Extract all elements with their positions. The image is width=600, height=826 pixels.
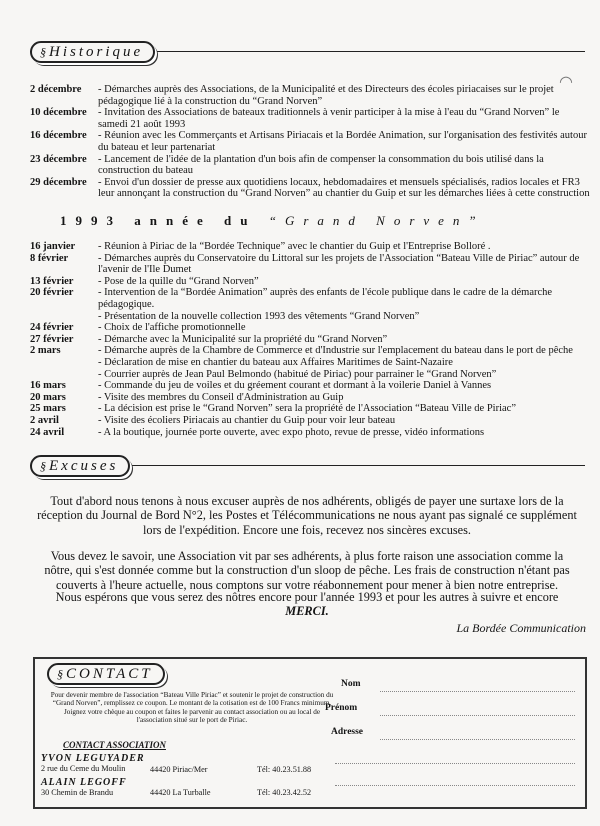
log-entry bbox=[30, 403, 590, 415]
log-entry-text: - Choix de l'affiche promotionnelle bbox=[98, 322, 246, 334]
nom-label: Nom bbox=[341, 679, 361, 689]
log-entry-date: 16 janvier bbox=[30, 241, 76, 252]
log-entry-text: - Intervention de la “Bordée Animation” auprès des enfants de l'école publique dans le cadre de la démarche pédagogique. bbox=[98, 287, 553, 310]
page-curl-mark: ◠ bbox=[559, 74, 573, 91]
log-entry-text: - Visite des membres du Conseil d'Administration au Guip bbox=[98, 391, 344, 403]
log-entry-text: - Lancement de l'idée de la plantation d'un bois afin de compenser la consommation du bois utilisé dans la construction du bateau bbox=[98, 153, 544, 177]
log-entry-date bbox=[30, 369, 98, 381]
historique-title: Historique bbox=[49, 43, 144, 60]
excuses-paragraph-2: Vous devez le savoir, une Association vit par ses adhérents, à plus forte raison une association comme la nôtre, qui s'est donnée comme but la construction d'un sloop de pêche. Les frais de construction n'étant pas couverts à l'heure actuelle, nous comptons sur votre réabonnement pour mener à bien notre entreprise. bbox=[44, 549, 570, 592]
year-heading-name: “Grand Norven” bbox=[268, 213, 485, 228]
swirl-icon: § bbox=[40, 44, 46, 59]
adresse-label: Adresse bbox=[331, 727, 364, 737]
log-entry-text: - Déclaration de mise en chantier du bateau aux Affaires Maritimes de Saint-Nazaire bbox=[98, 356, 453, 368]
log-entry-text: - Démarches auprès du Conservatoire du Littoral sur les projets de l'Association “Bateau Ville de Piriac” autour de l'avenir de l'Ile Dumet bbox=[98, 252, 580, 276]
log-entry bbox=[30, 357, 590, 369]
log-entry bbox=[30, 322, 590, 334]
swirl-icon: § bbox=[40, 458, 46, 473]
log-entry-date bbox=[30, 357, 98, 369]
log-entry bbox=[30, 415, 590, 427]
log-entry-date: 29 décembre bbox=[30, 176, 87, 188]
log-entry bbox=[30, 241, 590, 253]
contact-person-name: ALAIN LEGOFF bbox=[41, 777, 127, 788]
log-entry-date: 8 février bbox=[30, 252, 69, 264]
log-entry bbox=[30, 276, 590, 288]
log-entry bbox=[30, 154, 590, 177]
log-entry bbox=[30, 177, 590, 200]
contact-person-city: 44420 Piriac/Mer bbox=[150, 765, 208, 774]
log-entry bbox=[30, 392, 590, 404]
excuses-paragraph-1: Tout d'abord nous tenons à nous excuser auprès de nos adhérents, obligés de payer une surtaxe lors de la réception du Journal de Bord N°2, les Postes et Télécommunications ne nous ayant pas signalé ce supplément lors de l'expédition. Encore une fois, recevez nos sincères excuses. bbox=[37, 494, 577, 537]
historique-banner bbox=[30, 41, 585, 63]
prenom-label: Prénom bbox=[325, 703, 358, 713]
contact-description: Pour devenir membre de l'association “Bateau Ville Piriac” et soutenir le projet de construction du “Grand Norven”, remplissez ce coupon. Le montant de la cotisation est de 100 Francs minimum. Joignez votre chèque au coupon et faites le parvenir au contact association ou au local de l'association situé sur le port de Piriac. bbox=[50, 691, 334, 725]
contact-title: CONTACT bbox=[66, 665, 153, 682]
log-entry-text: - Pose de la quille du “Grand Norven” bbox=[98, 275, 259, 287]
log-entry-text: - Envoi d'un dossier de presse aux quotidiens locaux, hebdomadaires et mensuels spécialisés, radios locales et FR3 leur annonçant la construction du “Grand Norven” au chantier du Guip et sur les démarches liées à cette construction bbox=[98, 176, 590, 200]
swirl-icon: § bbox=[57, 666, 63, 681]
log-entry-date: 2 avril bbox=[30, 414, 59, 426]
log-entry-date: 24 avril bbox=[30, 426, 65, 438]
log-entry-text: - La décision est prise le “Grand Norven” sera la propriété de l'Association “Bateau Ville de Piriac” bbox=[98, 403, 516, 415]
log-entry-date: 16 mars bbox=[30, 380, 66, 392]
excuses-banner bbox=[30, 455, 585, 477]
log-entry-text: - Courrier auprès de Jean Paul Belmondo (habitué de Piriac) pour parrainer le “Grand Norven” bbox=[98, 368, 497, 380]
log-entry-text: - Démarches auprès des Associations, de la Municipalité et des Directeurs des écoles piriacaises sur le projet pédagogique lié à la construction du “Grand Norven” bbox=[98, 84, 554, 107]
excuses-paragraph-3 bbox=[36, 590, 578, 619]
historique-1993-list bbox=[30, 241, 590, 438]
log-entry bbox=[30, 369, 590, 381]
log-entry-text: - A la boutique, journée porte ouverte, avec expo photo, revue de presse, vidéo informations bbox=[98, 426, 485, 438]
excuses-title: Excuses bbox=[49, 457, 119, 474]
log-entry-text: - Présentation de la nouvelle collection 1993 des vêtements “Grand Norven” bbox=[98, 310, 420, 322]
log-entry-date: 10 décembre bbox=[30, 107, 87, 119]
log-entry-date: 27 février bbox=[30, 333, 74, 345]
log-entry-text: - Réunion à Piriac de la “Bordée Technique” avec le chantier du Guip et l'Entreprise Bolloré . bbox=[98, 241, 491, 252]
log-entry bbox=[30, 253, 590, 276]
log-entry bbox=[30, 427, 590, 439]
log-entry bbox=[30, 287, 590, 310]
log-entry-text: - Démarche auprès de la Chambre de Commerce et d'Industrie sur l'emplacement du bateau dans le port de pêche bbox=[98, 345, 573, 357]
contact-association-heading: CONTACT ASSOCIATION bbox=[63, 740, 166, 750]
contact-coupon bbox=[33, 657, 587, 809]
log-entry bbox=[30, 380, 590, 392]
contact-person-1 bbox=[41, 753, 145, 773]
log-entry bbox=[30, 345, 590, 357]
log-entry-text: - Réunion avec les Commerçants et Artisans Piriacais et la Bordée Animation, sur l'organisation des festivités autour du bateau et leur partenariat bbox=[98, 130, 587, 153]
excuses-paragraph-3-text: Nous espérons que vous serez des nôtres encore pour l'année 1993 et pour les autres à suivre et encore bbox=[55, 590, 559, 604]
log-entry bbox=[30, 334, 590, 346]
log-entry-date: 20 mars bbox=[30, 391, 66, 403]
prenom-field-label bbox=[325, 703, 357, 713]
contact-person-tel: Tél: 40.23.42.52 bbox=[257, 788, 312, 797]
contact-person-address: 2 rue du Ceme du Moulin bbox=[41, 764, 126, 773]
log-entry-date: 2 mars bbox=[30, 345, 61, 357]
log-entry bbox=[30, 130, 590, 153]
log-entry-date: 2 décembre bbox=[30, 84, 82, 95]
contact-person-2 bbox=[41, 777, 127, 797]
log-entry-date: 16 décembre bbox=[30, 130, 87, 142]
log-entry bbox=[30, 311, 590, 323]
contact-person-tel: Tél: 40.23.51.88 bbox=[257, 765, 312, 774]
log-entry-text: - Visite des écoliers Piriacais au chantier du Guip pour voir leur bateau bbox=[98, 414, 396, 426]
signature: La Bordée Communication bbox=[456, 621, 586, 635]
log-entry-text: - Démarche avec la Municipalité sur la propriété du “Grand Norven” bbox=[98, 333, 388, 345]
contact-title-badge bbox=[47, 663, 165, 685]
log-entry-text: - Commande du jeu de voiles et du gréement courant et dormant à la voilerie Daniel à Vannes bbox=[98, 380, 492, 392]
log-entry-date: 20 février bbox=[30, 287, 74, 299]
nom-field-label bbox=[341, 679, 361, 689]
log-entry-date: 13 février bbox=[30, 275, 74, 287]
merci-text: MERCI. bbox=[285, 604, 329, 619]
adresse-field-label bbox=[331, 727, 363, 737]
historique-1992-list bbox=[30, 84, 590, 200]
year-heading bbox=[60, 213, 485, 229]
log-entry-date: 23 décembre bbox=[30, 153, 87, 165]
historique-title-badge bbox=[30, 41, 155, 63]
log-entry bbox=[30, 107, 590, 130]
contact-person-name: YVON LEGUYADER bbox=[41, 753, 145, 764]
contact-person-city: 44420 La Turballe bbox=[150, 788, 211, 797]
log-entry-date: 25 mars bbox=[30, 403, 66, 415]
excuses-title-badge bbox=[30, 455, 130, 477]
contact-person-address: 30 Chemin de Brandu bbox=[41, 788, 114, 797]
contact-banner bbox=[47, 663, 217, 685]
log-entry-date: 24 février bbox=[30, 322, 74, 334]
log-entry bbox=[30, 84, 590, 107]
log-entry-date bbox=[30, 311, 98, 323]
year-heading-prefix: 1993 année du bbox=[60, 213, 257, 228]
log-entry-text: - Invitation des Associations de bateaux traditionnels à venir participer à la mise à l'eau du “Grand Norven” le samedi 21 août 1993 bbox=[98, 107, 560, 130]
